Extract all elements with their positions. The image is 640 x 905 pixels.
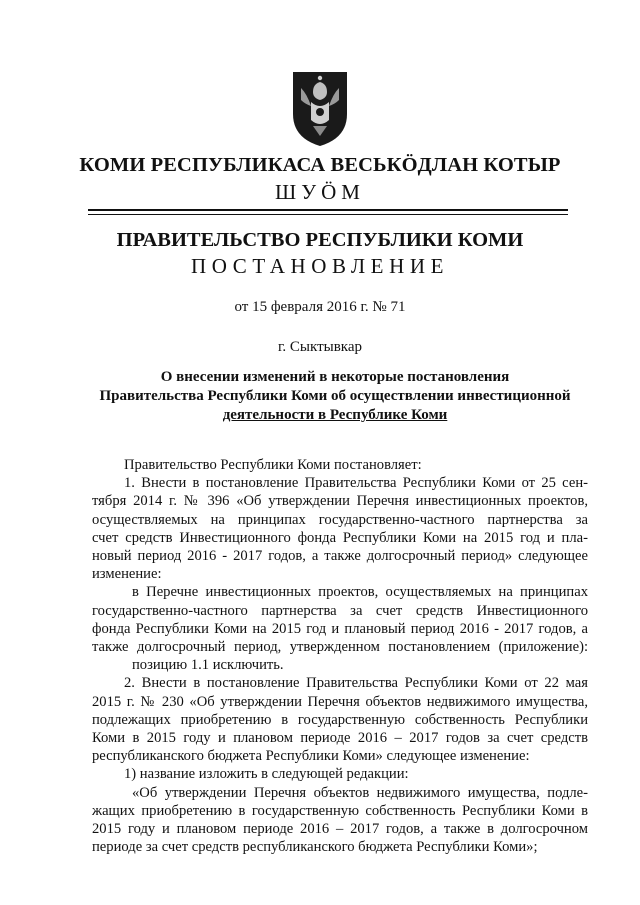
document-title-line: [92, 406, 578, 425]
komi-government-title: КОМИ РЕСПУБЛИКАСА ВЕСЬКÖДЛАН КОТЫР: [79, 154, 561, 176]
body-line: республиканского бюджета Республики Коми» следующее изменение:: [92, 748, 530, 765]
komi-coat-of-arms-emblem: [289, 66, 351, 148]
body-line: периоде за счет средств республиканского бюджета Республики Коми»;: [92, 839, 538, 856]
document-title-line: О внесении изменений в некоторые постановления: [160, 369, 510, 385]
decree-date-number: от 15 февраля 2016 г. № 71: [234, 299, 406, 315]
body-line: счет средств Инвестиционного фонда Республики Коми на 2015 год и пла-: [92, 529, 588, 546]
body-line: Правительство Республики Коми постановляет:: [124, 457, 422, 473]
government-title: ПРАВИТЕЛЬСТВО РЕСПУБЛИКИ КОМИ: [116, 229, 524, 251]
body-line: изменение:: [92, 566, 162, 583]
document-title-underlined: деятельности в Республике Коми: [222, 407, 448, 423]
header-divider-thin: [88, 214, 568, 215]
body-line: осуществляемых на принципах государственно-частного партнерства за: [92, 511, 588, 528]
body-line: в Перечне инвестиционных проектов, осуществляемых на принципах: [132, 584, 588, 601]
body-line: тября 2014 г. № 396 «Об утверждении Перечня инвестиционных проектов,: [92, 493, 588, 510]
body-line: позицию 1.1 исключить.: [132, 657, 284, 674]
decree-city: г. Сыктывкар: [277, 339, 363, 355]
body-line: Коми в 2015 году и плановом периоде 2016 – 2017 годов за счет средств: [92, 730, 588, 747]
body-line: «Об утверждении Перечня объектов недвижимого имущества, подле-: [132, 784, 588, 801]
document-title-line: Правительства Республики Коми об осуществлении инвестиционной: [99, 388, 571, 404]
body-line: жащих приобретению в государственную собственность Республики Коми в: [92, 802, 588, 819]
decree-word: ПОСТАНОВЛЕНИЕ: [190, 254, 450, 278]
body-line: 2. Внести в постановление Правительства Республики Коми от 22 мая: [124, 675, 588, 692]
body-line: государственно-частного партнерства за счет средств Инвестиционного: [92, 602, 588, 619]
body-line: 2015 году и плановом периоде 2016 – 2017 годов, а также в долгосрочном: [92, 821, 588, 838]
body-line: новый период 2016 - 2017 годов, а также долгосрочный период» следующее: [92, 548, 588, 565]
document-body: [92, 456, 588, 856]
body-line: также долгосрочный период, утвержденном постановлением (приложение):: [92, 639, 588, 656]
body-line: фонда Республики Коми на 2015 год и плановый период 2016 - 2017 годов, а: [92, 620, 588, 637]
document-title: [92, 368, 578, 425]
body-line: подлежащих приобретению в государственную собственность Республики: [92, 711, 588, 728]
body-line: 2015 г. № 230 «Об утверждении Перечня объектов недвижимого имущества,: [92, 693, 588, 710]
komi-decree-word: ШУÖМ: [275, 180, 365, 204]
body-line: 1. Внести в постановление Правительства Республики Коми от 25 сен-: [124, 475, 588, 492]
header-divider-thick: [88, 209, 568, 211]
body-line: 1) название изложить в следующей редакции:: [124, 766, 409, 783]
